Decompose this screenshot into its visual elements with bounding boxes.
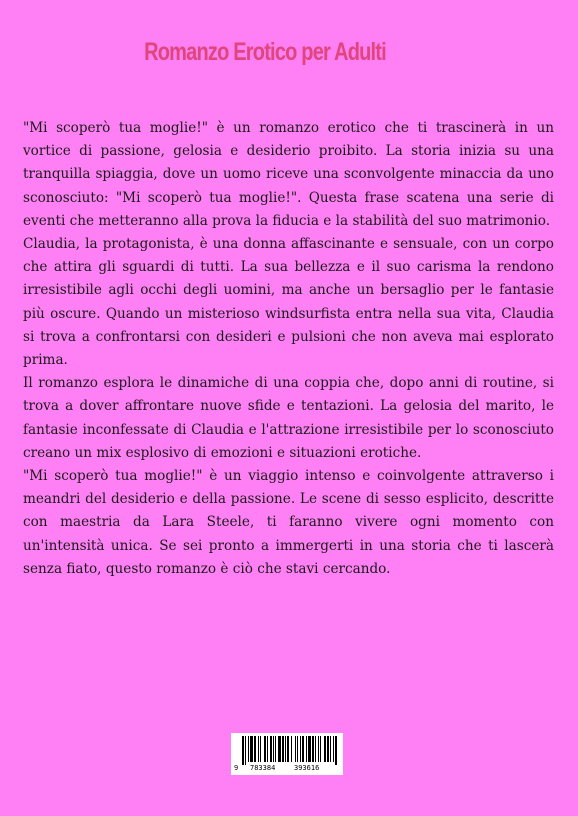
barcode-digits xyxy=(231,732,343,772)
book-blurb xyxy=(23,117,554,581)
blurb-paragraph-4: "Mi scoperò tua moglie!" è un viaggio intenso e coinvolgente attraverso i meandri del desiderio e della passione. Le scene di sesso esplicito, descritte con maestria da Lara Steele, ti faranno vivere ogni momento con un'intensità unica. Se sei pronto a immergerti in una storia che ti lascerà senza fiato, questo romanzo è ciò che stavi cercando. xyxy=(23,468,554,577)
isbn-barcode xyxy=(231,733,343,775)
blurb-paragraph-2: Claudia, la protagonista, è una donna affascinante e sensuale, con un corpo che attira gli sguardi di tutti. La sua bellezza e il suo carisma la rendono irresistibile agli occhi degli uomini, ma anche un bersaglio per le fantasie più oscure. Quando un misterioso windsurfista entra nella sua vita, Claudia si trova a confrontarsi con desideri e pulsioni che non aveva mai esplorato prima. xyxy=(23,236,554,369)
blurb-paragraph-1: "Mi scoperò tua moglie!" è un romanzo erotico che ti trascinerà in un vortice di passione, gelosia e desiderio proibito. La storia inizia su una tranquilla spiaggia, dove un uomo riceve una sconvolgente minaccia da uno sconosciuto: "Mi scoperò tua moglie!". Questa frase scatena una serie di eventi che metteranno alla prova la fiducia e la stabilità del suo matrimonio. xyxy=(23,120,554,229)
blurb-paragraph-3: Il romanzo esplora le dinamiche di una coppia che, dopo anni di routine, si trova a dover affrontare nuove sfide e tentazioni. La gelosia del marito, le fantasie inconfessate di Claudia e l'attrazione irresistibile per lo sconosciuto creano un mix esplosivo di emozioni e situazioni erotiche. xyxy=(23,375,554,461)
barcode-right-group: 393616 xyxy=(294,764,320,772)
barcode-left-group: 783384 xyxy=(250,764,276,772)
barcode-lead-digit: 9 xyxy=(234,764,239,772)
back-cover-heading: Romanzo Erotico per Adulti xyxy=(144,38,386,66)
